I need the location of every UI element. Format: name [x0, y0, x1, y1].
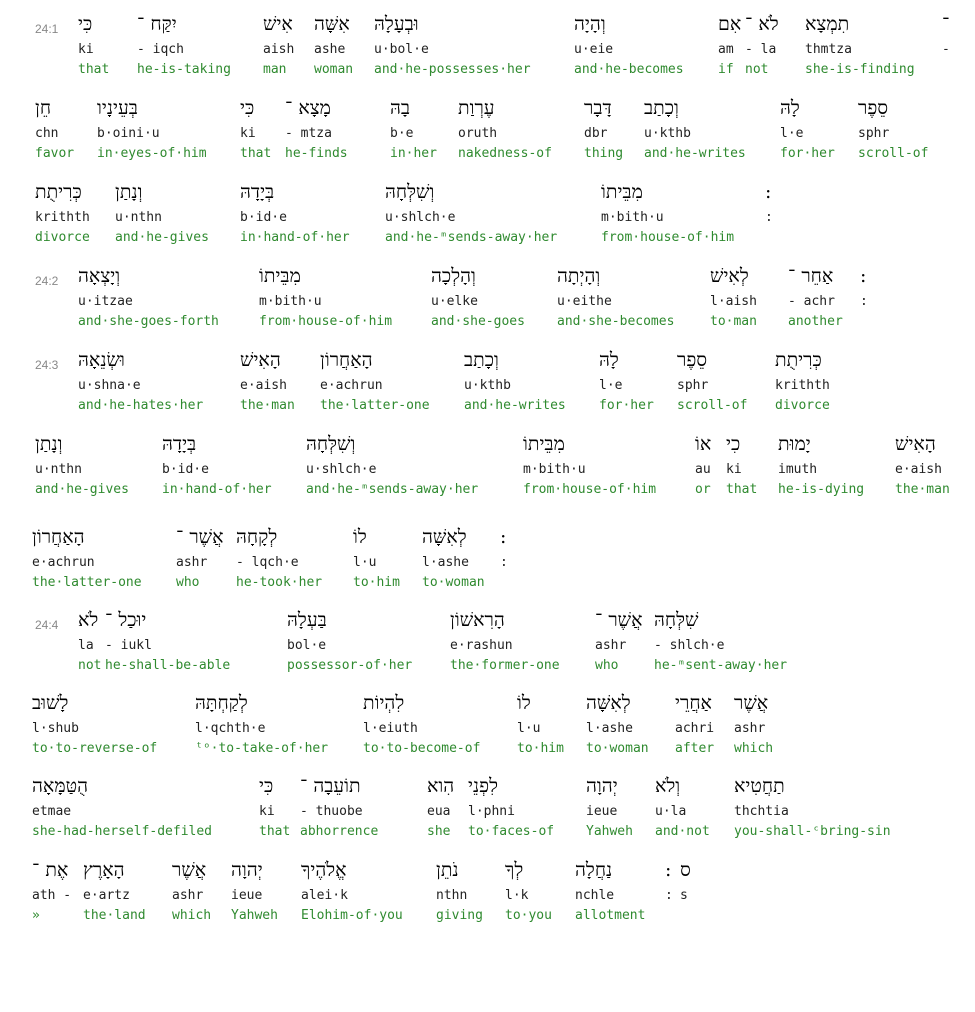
english-gloss: to·him	[517, 741, 564, 756]
hebrew-word: הֻטַּמָּאָה	[32, 775, 88, 797]
transliteration: b·oini·u	[97, 126, 160, 141]
transliteration: l·u	[353, 555, 377, 570]
hebrew-word: אֲשֶׁר	[734, 692, 769, 714]
transliteration: :	[665, 888, 673, 903]
hebrew-word: וְכָתַב	[644, 97, 679, 119]
transliteration: :	[860, 294, 868, 309]
hebrew-word: כְּרִיתֻת	[775, 349, 822, 371]
english-gloss: which	[734, 741, 774, 756]
hebrew-word: בְּעֵינָיו	[97, 97, 138, 119]
transliteration: :	[500, 555, 508, 570]
hebrew-word: :	[860, 265, 867, 287]
transliteration: :	[765, 210, 773, 225]
hebrew-word: אֱלֹהֶיךָ	[301, 859, 347, 881]
transliteration: l·ashe	[422, 555, 469, 570]
transliteration: e·rashun	[450, 638, 513, 653]
english-gloss: to·woman	[422, 575, 485, 590]
english-gloss: that	[78, 62, 110, 77]
english-gloss: abhorrence	[300, 824, 379, 839]
transliteration: aish	[263, 42, 295, 57]
english-gloss: after	[675, 741, 715, 756]
hebrew-word: עֶרְוַת	[458, 97, 495, 119]
english-gloss: another	[788, 314, 843, 329]
hebrew-word: וְשִׁלְּחָהּ	[306, 433, 356, 455]
hebrew-word: חֵן	[35, 97, 52, 119]
english-gloss: to·faces-of	[468, 824, 555, 839]
hebrew-word: הָאִישׁ	[895, 433, 936, 455]
hebrew-word: וְהָיְתָה	[557, 265, 601, 287]
hebrew-word: הָאַחֲרוֹן	[32, 526, 85, 548]
transliteration: bol·e	[287, 638, 327, 653]
hebrew-word: כִּי	[240, 97, 255, 119]
hebrew-word: אַחֵר ־	[788, 265, 834, 287]
hebrew-word: שִׁלְּחָהּ	[654, 609, 699, 631]
english-gloss: to·to-become-of	[363, 741, 481, 756]
hebrew-word: סֵפֶר	[858, 97, 889, 119]
transliteration: krithth	[775, 378, 830, 393]
transliteration: ashe	[314, 42, 346, 57]
transliteration: ashr	[734, 721, 766, 736]
english-gloss: who	[176, 575, 200, 590]
verse-number: 24:2	[35, 274, 59, 288]
english-gloss: the·man	[895, 482, 950, 497]
transliteration: ashr	[595, 638, 627, 653]
hebrew-word: מִבֵּיתוֹ	[259, 265, 301, 287]
english-gloss: and·he-gives	[115, 230, 209, 245]
hebrew-word: וְנָתַן	[115, 181, 143, 203]
transliteration: - achr	[788, 294, 835, 309]
english-gloss: to·to-reverse-of	[32, 741, 158, 756]
transliteration: b·id·e	[240, 210, 287, 225]
english-gloss: she-had-herself-defiled	[32, 824, 213, 839]
transliteration: m·bith·u	[601, 210, 664, 225]
transliteration: l·u	[517, 721, 541, 736]
transliteration: nthn	[436, 888, 468, 903]
transliteration: achri	[675, 721, 715, 736]
transliteration: chn	[35, 126, 59, 141]
english-gloss: and·he-writes	[644, 146, 746, 161]
transliteration: ki	[259, 804, 275, 819]
hebrew-word: אִשָּׁה	[314, 13, 350, 35]
transliteration: -	[942, 42, 950, 57]
transliteration: - shlch·e	[654, 638, 725, 653]
english-gloss: for·her	[780, 146, 835, 161]
hebrew-word: לְאִשָּׁה	[586, 692, 631, 714]
hebrew-word: אוֹ	[695, 433, 712, 455]
transliteration: eua	[427, 804, 451, 819]
english-gloss: she-is-finding	[805, 62, 915, 77]
hebrew-word: לְאִישׁ	[710, 265, 749, 287]
transliteration: krithth	[35, 210, 90, 225]
verse-number: 24:3	[35, 358, 59, 372]
english-gloss: man	[263, 62, 287, 77]
transliteration: l·shub	[32, 721, 79, 736]
hebrew-word: הָאַחֲרוֹן	[320, 349, 373, 371]
english-gloss: not	[745, 62, 769, 77]
english-gloss: and·he-ᵐsends-away·her	[385, 230, 558, 245]
transliteration: - thuobe	[300, 804, 363, 819]
english-gloss: not	[78, 658, 102, 673]
transliteration: u·itzae	[78, 294, 133, 309]
hebrew-word: אֲשֶׁר ־	[176, 526, 224, 548]
transliteration: nchle	[575, 888, 615, 903]
english-gloss: in·her	[390, 146, 437, 161]
hebrew-word: לְקַחְתָּהּ	[195, 692, 248, 714]
english-gloss: to·him	[353, 575, 400, 590]
hebrew-word: ־	[942, 13, 950, 35]
english-gloss: which	[172, 908, 212, 923]
english-gloss: thing	[584, 146, 624, 161]
hebrew-word: וְהָלְכָה	[431, 265, 476, 287]
hebrew-word: סֵפֶר	[677, 349, 708, 371]
english-gloss: to·woman	[586, 741, 649, 756]
hebrew-word: מָצָא ־	[285, 97, 331, 119]
english-gloss: he-shall-be-able	[105, 658, 231, 673]
transliteration: l·qchth·e	[195, 721, 266, 736]
english-gloss: or	[695, 482, 711, 497]
transliteration: u·kthb	[464, 378, 511, 393]
verse-number: 24:4	[35, 618, 59, 632]
hebrew-word: מִבֵּיתוֹ	[523, 433, 565, 455]
transliteration: sphr	[677, 378, 709, 393]
hebrew-word: לָהּ	[780, 97, 800, 119]
hebrew-word: הִוא	[427, 775, 455, 797]
transliteration: l·aish	[710, 294, 757, 309]
transliteration: u·shlch·e	[385, 210, 456, 225]
transliteration: e·aish	[895, 462, 942, 477]
hebrew-word: לֹא	[78, 609, 99, 631]
hebrew-word: כְּרִיתֻת	[35, 181, 82, 203]
transliteration: - la	[745, 42, 777, 57]
hebrew-word: וְנָתַן	[35, 433, 63, 455]
english-gloss: and·he-ᵐsends-away·her	[306, 482, 479, 497]
hebrew-word: לִפְנֵי	[468, 775, 499, 797]
hebrew-word: מִבֵּיתוֹ	[601, 181, 643, 203]
hebrew-word: יְהוָה	[586, 775, 618, 797]
transliteration: u·eithe	[557, 294, 612, 309]
transliteration: u·bol·e	[374, 42, 429, 57]
hebrew-word: וְכָתַב	[464, 349, 499, 371]
transliteration: l·phni	[468, 804, 515, 819]
hebrew-word: לוֹ	[517, 692, 531, 714]
english-gloss: allotment	[575, 908, 646, 923]
transliteration: oruth	[458, 126, 498, 141]
english-gloss: to·man	[710, 314, 757, 329]
transliteration: u·nthn	[35, 462, 82, 477]
transliteration: l·e	[599, 378, 623, 393]
hebrew-word: יְהוָה	[231, 859, 263, 881]
english-gloss: for·her	[599, 398, 654, 413]
english-gloss: scroll-of	[677, 398, 748, 413]
hebrew-word: ס	[680, 859, 691, 881]
transliteration: am	[718, 42, 734, 57]
transliteration: b·id·e	[162, 462, 209, 477]
hebrew-word: וְשִׁלְּחָהּ	[385, 181, 435, 203]
english-gloss: nakedness-of	[458, 146, 552, 161]
transliteration: - iukl	[105, 638, 152, 653]
transliteration: alei·k	[301, 888, 348, 903]
hebrew-word: כִּי	[78, 13, 93, 35]
transliteration: ieue	[231, 888, 263, 903]
transliteration: - iqch	[137, 42, 184, 57]
hebrew-word: לָהּ	[599, 349, 619, 371]
english-gloss: giving	[436, 908, 483, 923]
english-gloss: »	[32, 908, 40, 923]
verse-number: 24:1	[35, 22, 59, 36]
english-gloss: and·she-becomes	[557, 314, 675, 329]
english-gloss: who	[595, 658, 619, 673]
transliteration: m·bith·u	[523, 462, 586, 477]
english-gloss: and·he-writes	[464, 398, 566, 413]
hebrew-word: דָּבָר	[584, 97, 612, 119]
english-gloss: he-finds	[285, 146, 348, 161]
transliteration: m·bith·u	[259, 294, 322, 309]
transliteration: s	[680, 888, 688, 903]
english-gloss: Elohim-of·you	[301, 908, 403, 923]
transliteration: ki	[726, 462, 742, 477]
transliteration: e·achrun	[32, 555, 95, 570]
english-gloss: and·she-goes-forth	[78, 314, 219, 329]
transliteration: l·ashe	[586, 721, 633, 736]
transliteration: e·artz	[83, 888, 130, 903]
english-gloss: that	[240, 146, 272, 161]
transliteration: thchtia	[734, 804, 789, 819]
english-gloss: the·man	[240, 398, 295, 413]
english-gloss: Yahweh	[231, 908, 278, 923]
transliteration: b·e	[390, 126, 414, 141]
transliteration: u·kthb	[644, 126, 691, 141]
transliteration: u·eie	[574, 42, 614, 57]
hebrew-word: בָהּ	[390, 97, 411, 119]
transliteration: imuth	[778, 462, 818, 477]
english-gloss: woman	[314, 62, 354, 77]
hebrew-word: אִישׁ	[263, 13, 293, 35]
english-gloss: and·he-hates·her	[78, 398, 204, 413]
hebrew-word: :	[500, 526, 507, 548]
hebrew-word: אַחֲרֵי	[675, 692, 712, 714]
hebrew-word: אִם	[718, 13, 742, 35]
transliteration: ashr	[172, 888, 204, 903]
english-gloss: he-is-dying	[778, 482, 865, 497]
english-gloss: and·he-becomes	[574, 62, 684, 77]
transliteration: la	[78, 638, 94, 653]
transliteration: etmae	[32, 804, 72, 819]
transliteration: - mtza	[285, 126, 332, 141]
hebrew-word: יָמוּת	[778, 433, 811, 455]
english-gloss: and·not	[655, 824, 710, 839]
english-gloss: divorce	[775, 398, 830, 413]
english-gloss: she	[427, 824, 451, 839]
hebrew-word: וְלֹא	[655, 775, 681, 797]
english-gloss: the·former-one	[450, 658, 560, 673]
transliteration: l·eiuth	[363, 721, 418, 736]
hebrew-word: :	[765, 181, 772, 203]
transliteration: ashr	[176, 555, 208, 570]
english-gloss: from·house-of·him	[523, 482, 657, 497]
hebrew-word: וּבְעָלָהּ	[374, 13, 419, 35]
transliteration: dbr	[584, 126, 608, 141]
english-gloss: the·latter-one	[32, 575, 142, 590]
english-gloss: ᵗᵒ·to-take-of·her	[195, 741, 329, 756]
hebrew-word: הָאִישׁ	[240, 349, 281, 371]
hebrew-word: לוֹ	[353, 526, 367, 548]
english-gloss: in·hand-of·her	[162, 482, 272, 497]
hebrew-word: אֲשֶׁר	[172, 859, 207, 881]
english-gloss: the·land	[83, 908, 146, 923]
transliteration: thmtza	[805, 42, 852, 57]
hebrew-word: :	[665, 859, 672, 881]
hebrew-word: כִי	[726, 433, 741, 455]
english-gloss: divorce	[35, 230, 90, 245]
english-gloss: he-ᵐsent-away·her	[654, 658, 788, 673]
english-gloss: in·eyes-of·him	[97, 146, 207, 161]
hebrew-word: לָשׁוּב	[32, 692, 69, 714]
hebrew-word: לְאִשָּׁה	[422, 526, 467, 548]
hebrew-word: יִקַּח ־	[137, 13, 177, 35]
hebrew-word: אֶת ־	[32, 859, 69, 881]
hebrew-word: לִהְיוֹת	[363, 692, 405, 714]
english-gloss: favor	[35, 146, 75, 161]
hebrew-word: הָרִאשׁוֹן	[450, 609, 505, 631]
english-gloss: that	[259, 824, 291, 839]
hebrew-word: נֹתֵן	[436, 859, 459, 881]
hebrew-word: וּשְׂנֵאָהּ	[78, 349, 125, 371]
hebrew-word: בְּיָדָהּ	[240, 181, 275, 203]
hebrew-word: אֲשֶׁר ־	[595, 609, 643, 631]
transliteration: au	[695, 462, 711, 477]
transliteration: e·achrun	[320, 378, 383, 393]
transliteration: u·elke	[431, 294, 478, 309]
english-gloss: from·house-of·him	[259, 314, 393, 329]
hebrew-word: נַחֲלָה	[575, 859, 613, 881]
hebrew-word: הָאָרֶץ	[83, 859, 125, 881]
transliteration: u·la	[655, 804, 687, 819]
english-gloss: to·you	[505, 908, 552, 923]
transliteration: u·nthn	[115, 210, 162, 225]
english-gloss: you-shall-ᶜbring-sin	[734, 824, 891, 839]
hebrew-word: תוֹעֵבָה ־	[300, 775, 361, 797]
transliteration: ieue	[586, 804, 618, 819]
english-gloss: and·he-gives	[35, 482, 129, 497]
hebrew-word: תִמְצָא	[805, 13, 850, 35]
transliteration: l·e	[780, 126, 804, 141]
hebrew-word: וְיָצְאָה	[78, 265, 121, 287]
hebrew-word: בַּעְלָהּ	[287, 609, 327, 631]
hebrew-word: בְּיָדָהּ	[162, 433, 197, 455]
english-gloss: that	[726, 482, 758, 497]
hebrew-word: יוּכַל ־	[105, 609, 147, 631]
hebrew-word: לְךָ	[505, 859, 524, 881]
english-gloss: the·latter-one	[320, 398, 430, 413]
english-gloss: possessor-of·her	[287, 658, 413, 673]
english-gloss: in·hand-of·her	[240, 230, 350, 245]
english-gloss: if	[718, 62, 734, 77]
hebrew-word: וְהָיָה	[574, 13, 606, 35]
hebrew-word: לְקָחָהּ	[236, 526, 278, 548]
english-gloss: and·she-goes	[431, 314, 525, 329]
english-gloss: he-is-taking	[137, 62, 231, 77]
transliteration: ki	[240, 126, 256, 141]
hebrew-word: תַחֲטִיא	[734, 775, 785, 797]
english-gloss: and·he-possesses·her	[374, 62, 531, 77]
hebrew-word: כִּי	[259, 775, 274, 797]
english-gloss: scroll-of	[858, 146, 929, 161]
english-gloss: from·house-of·him	[601, 230, 735, 245]
hebrew-word: לֹא ־	[745, 13, 779, 35]
english-gloss: Yahweh	[586, 824, 633, 839]
english-gloss: he-took·her	[236, 575, 323, 590]
transliteration: u·shna·e	[78, 378, 141, 393]
transliteration: l·k	[505, 888, 529, 903]
transliteration: ki	[78, 42, 94, 57]
transliteration: - lqch·e	[236, 555, 299, 570]
transliteration: ath -	[32, 888, 72, 903]
transliteration: e·aish	[240, 378, 287, 393]
transliteration: u·shlch·e	[306, 462, 377, 477]
transliteration: sphr	[858, 126, 890, 141]
